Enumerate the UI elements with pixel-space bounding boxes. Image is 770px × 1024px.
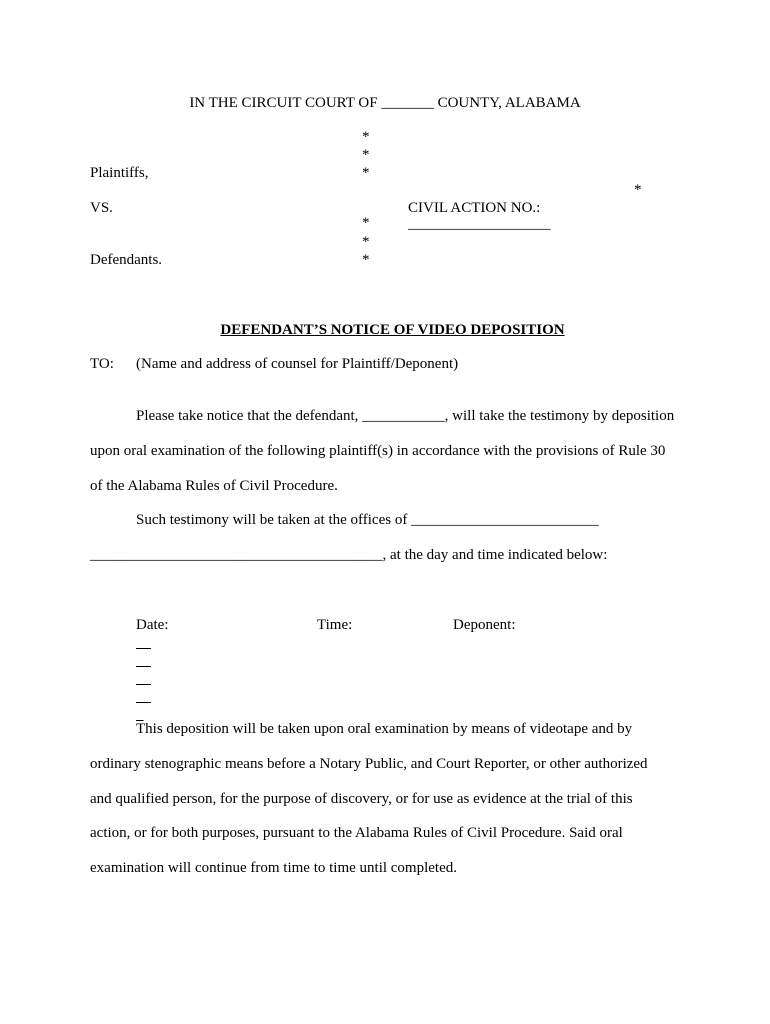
- time-label: Time:: [317, 617, 353, 633]
- defendants-label: Defendants.: [90, 252, 163, 268]
- paragraph-line: ordinary stenographic means before a Notary Public, and Court Reporter, or other authorized: [90, 756, 648, 772]
- paragraph-line: examination will continue from time to time until completed.: [90, 860, 458, 876]
- to-recipient: (Name and address of counsel for Plaintiff/Deponent): [136, 356, 459, 372]
- civil-action-blank: ___________________: [408, 216, 551, 232]
- caption-asterisk: *: [634, 182, 642, 198]
- civil-action-label: CIVIL ACTION NO.:: [408, 200, 541, 216]
- caption-asterisk: *: [362, 147, 370, 163]
- date-label: Date:: [136, 617, 169, 633]
- caption-asterisk: *: [362, 215, 370, 231]
- court-header: IN THE CIRCUIT COURT OF _______ COUNTY, ALABAMA: [189, 95, 581, 111]
- caption-asterisk: *: [362, 129, 370, 145]
- document-title: DEFENDANT’S NOTICE OF VIDEO DEPOSITION: [220, 322, 565, 338]
- paragraph-line: Such testimony will be taken at the offices of _________________________: [136, 512, 599, 528]
- caption-asterisk: *: [362, 252, 370, 268]
- paragraph-line: and qualified person, for the purpose of discovery, or for use as evidence at the trial of this: [90, 791, 633, 807]
- deponent-label: Deponent:: [453, 617, 516, 633]
- paragraph-line: Please take notice that the defendant, ___________, will take the testimony by deposition: [136, 408, 675, 424]
- paragraph-line: of the Alabama Rules of Civil Procedure.: [90, 478, 338, 494]
- paragraph-line: _______________________________________, at the day and time indicated below:: [90, 547, 608, 563]
- plaintiffs-label: Plaintiffs,: [90, 165, 149, 181]
- paragraph-line: action, or for both purposes, pursuant to the Alabama Rules of Civil Procedure. Said oral: [90, 825, 623, 841]
- caption-asterisk: *: [362, 165, 370, 181]
- paragraph-line: upon oral examination of the following plaintiff(s) in accordance with the provisions of Rule 30: [90, 443, 666, 459]
- caption-asterisk: *: [362, 234, 370, 250]
- schedule-row: [136, 616, 516, 634]
- paragraph-line: This deposition will be taken upon oral examination by means of videotape and by: [136, 721, 633, 737]
- to-label: TO:: [90, 356, 114, 372]
- vs-label: VS.: [90, 200, 113, 216]
